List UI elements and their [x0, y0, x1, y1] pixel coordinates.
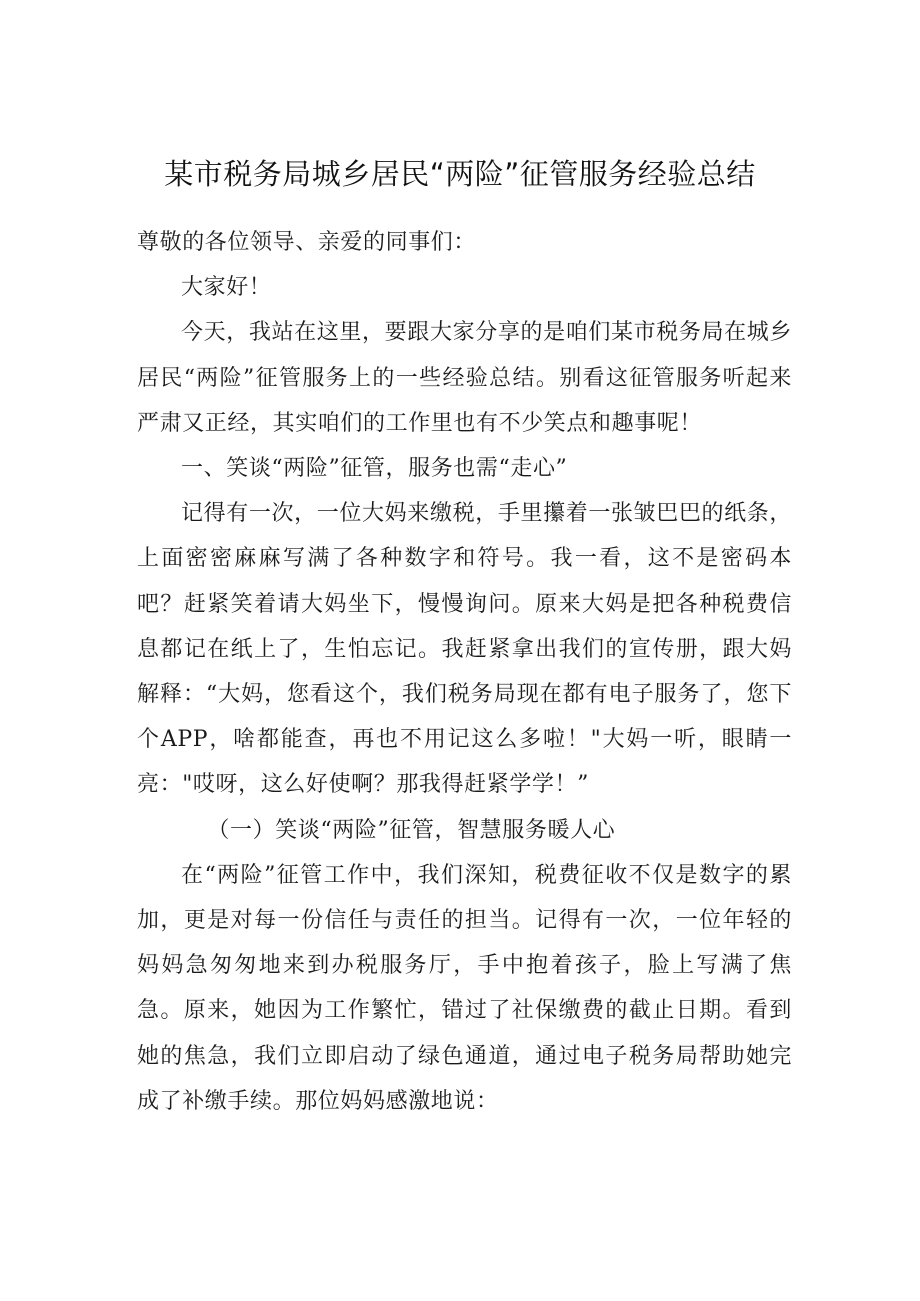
greeting: 大家好！ [181, 275, 272, 301]
paragraph-story-1: 记得有一次，一位大妈来缴税，手里攥着一张皱巴巴的纸条，上面密密麻麻写满了各种数字和符号。我一看，这不是密码本吧？赶紧笑着请大妈坐下，慢慢询问。原来大妈是把各种税费信息都记在纸上了，生怕忘记。我赶紧拿出我们的宣传册，跟大妈解释：“大妈，您看这个，我们税务局现在都有电子服务了，您下个APP，啥都能查，再也不用记这么多啦！"大妈一听，眼睛一亮："哎呀，这么好使啊？那我得赶紧学学！” [137, 501, 792, 798]
salutation: 尊敬的各位领导、亲爱的同事们： [137, 230, 477, 255]
subsection-heading-1: （一）笑谈“两险”征管，智慧服务暖人心 [207, 817, 616, 843]
paragraph-story-2: 在“两险”征管工作中，我们深知，税费征收不仅是数字的累加，更是对每一份信任与责任的担当。记得有一次，一位年轻的妈妈急匆匆地来到办税服务厅，手中抱着孩子，脸上写满了焦急。原来，她因为工作繁忙，错过了社保缴费的截止日期。看到她的焦急，我们立即启动了绿色通道，通过电子税务局帮助她完成了补缴手续。那位妈妈感激地说： [137, 862, 792, 1114]
paragraph-intro: 今天，我站在这里，要跟大家分享的是咱们某市税务局在城乡居民“两险”征管服务上的一些经验总结。别看这征管服务听起来严肃又正经，其实咱们的工作里也有不少笑点和趣事呢！ [137, 320, 792, 436]
document-body [137, 220, 792, 1124]
document-title: 某市税务局城乡居民“两险”征管服务经验总结 [164, 157, 756, 191]
section-heading-1: 一、笑谈“两险”征管，服务也需“走心” [181, 456, 568, 482]
